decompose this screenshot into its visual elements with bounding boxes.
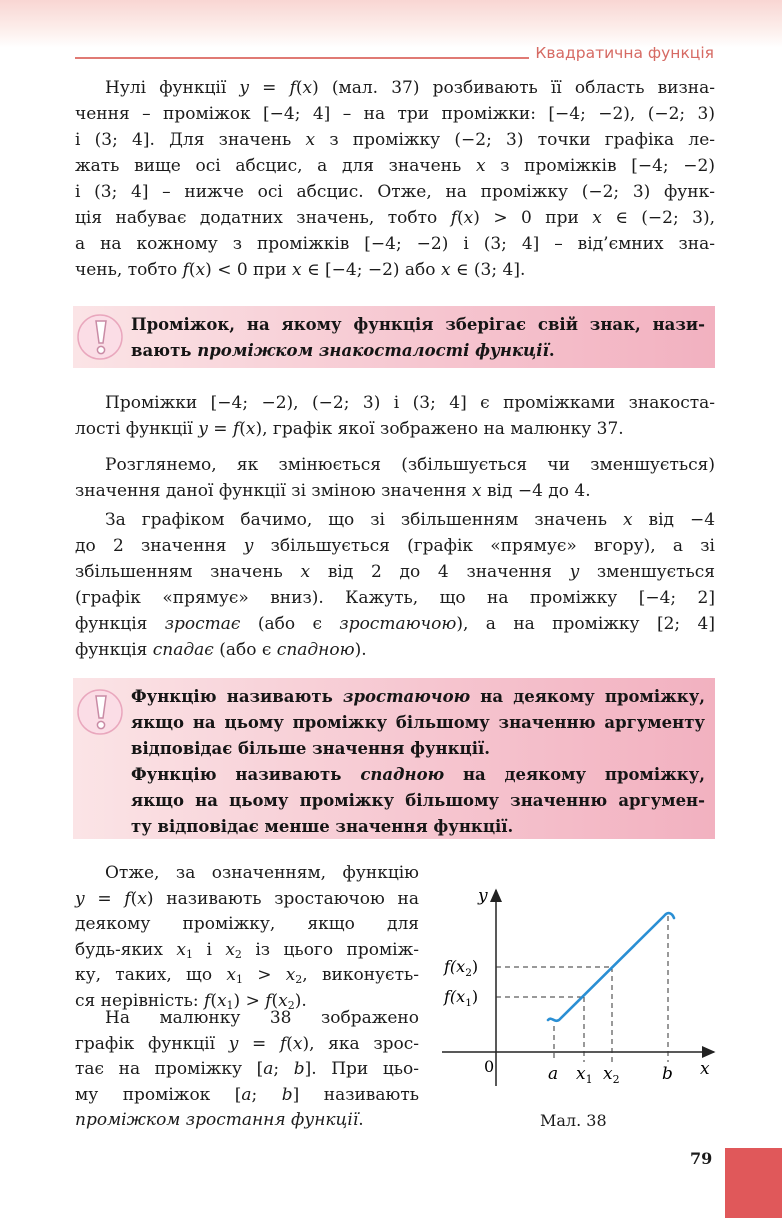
paragraph-intervals: [75, 390, 715, 442]
text-line: значення даної функції зі зміною значення x від −4 до 4.: [75, 481, 591, 501]
x-axis-label: x: [700, 1059, 710, 1079]
function-curve: [548, 913, 674, 1021]
text-line: Нулі функції y = f(x) (мал. 37) розбивають її область визна-: [105, 78, 715, 98]
paragraph-graph-behavior: [75, 507, 715, 663]
figure-caption: Мал. 38: [540, 1111, 607, 1130]
fx2-label: $f(x_2)$: [444, 957, 479, 979]
origin-label: 0: [484, 1057, 495, 1076]
text-line: Проміжок, на якому функція зберігає свій знак, нази-: [131, 315, 705, 334]
exclamation-icon: [76, 688, 124, 736]
page-number: 79: [690, 1149, 713, 1168]
fx1-label: $f(x_1)$: [444, 987, 479, 1009]
y-axis-label: y: [478, 886, 488, 906]
text-line: жать вище осі абсцис, а для значень x з проміжків [−4; −2): [75, 156, 715, 176]
paragraph-zeros: [75, 75, 715, 283]
header-rule: [75, 57, 529, 59]
text-line: ся нерівність: $f(x_1) > f(x_2)$.: [75, 990, 307, 1012]
text-line: а на кожному з проміжків [−4; −2) і (3; 4] – від’ємних зна-: [75, 234, 715, 254]
text-line: графік функції y = f(x), яка зрос-: [75, 1033, 419, 1054]
paragraph-consider: [75, 452, 715, 504]
text-line: чень, тобто f(x) < 0 при x ∈ [−4; −2) або x ∈ (3; 4].: [75, 260, 526, 280]
text-line: відповідає більше значення функції.: [131, 739, 490, 758]
increasing-function-graph: [436, 880, 726, 1090]
text-line: Розглянемо, як змінюється (збільшується чи зменшується): [105, 455, 715, 475]
text-line: якщо на цьому проміжку більшому значенню аргумен-: [131, 791, 705, 810]
text-line: ту відповідає менше значення функції.: [131, 817, 514, 836]
text-line: Функцію називають зростаючою на деякому проміжку,: [131, 687, 706, 706]
section-title: Квадратична функція: [535, 44, 714, 62]
text-line: до 2 значення y збільшується (графік «прямує» вгору), а зі: [75, 536, 715, 556]
paragraph-increasing-definition: [75, 861, 419, 1014]
text-line: якщо на цьому проміжку більшому значенню аргументу: [131, 713, 705, 732]
exclamation-icon: [76, 313, 124, 361]
x1-label: $x_1$: [576, 1064, 593, 1086]
text-line: і (3; 4]. Для значень x з проміжку (−2; 3) точки графіка ле-: [75, 130, 715, 150]
text-line: вають проміжком знакосталості функції.: [131, 341, 555, 360]
text-line: функція спадає (або є спадною).: [75, 640, 367, 660]
text-line: чення – проміжок [−4; 4] – на три проміжки: [−4; −2), (−2; 3): [75, 104, 715, 124]
text-line: За графіком бачимо, що зі збільшенням значень x від −4: [105, 510, 716, 530]
text-line: деякому проміжку, якщо для: [75, 914, 419, 934]
text-line: проміжком зростання функції.: [75, 1110, 364, 1130]
text-line: функція зростає (або є зростаючою), а на проміжку [2; 4]: [75, 614, 715, 634]
text-line: му проміжок [a; b] називають: [75, 1084, 419, 1105]
text-line: (графік «прямує» вниз). Кажуть, що на проміжку [−4; 2]: [75, 588, 715, 608]
a-label: a: [548, 1064, 559, 1084]
text-line: збільшенням значень x від 2 до 4 значення y зменшується: [75, 562, 716, 582]
x2-label: $x_2$: [603, 1064, 620, 1086]
text-line: Функцію називають спадною на деякому проміжку,: [131, 765, 706, 784]
text-line: ку, таких, що $x_1 > x_2$, виконуєть-: [75, 965, 419, 986]
page-corner-tab: [725, 1148, 782, 1218]
text-line: лості функції y = f(x), графік якої зображено на малюнку 37.: [75, 419, 624, 439]
text-line: Отже, за означенням, функцію: [105, 863, 419, 883]
paragraph-figure-reference: [75, 1006, 419, 1134]
text-line: Проміжки [−4; −2), (−2; 3) і (3; 4] є проміжками знакоста-: [105, 393, 715, 413]
text-line: ція набуває додатних значень, тобто f(x) > 0 при x ∈ (−2; 3),: [75, 208, 715, 228]
page-top-band: [0, 0, 782, 48]
text-line: будь-яких $x_1$ і $x_2$ із цього проміж-: [75, 939, 419, 961]
definition-text-monotonic: [131, 684, 705, 840]
definition-text-constant-sign: [131, 312, 705, 364]
text-line: y = f(x) називають зростаючою на: [75, 888, 419, 909]
b-label: b: [662, 1064, 673, 1084]
text-line: На малюнку 38 зображено: [105, 1008, 419, 1028]
text-line: і (3; 4] – нижче осі абсцис. Отже, на проміжку (−2; 3) функ-: [75, 182, 715, 202]
text-line: тає на проміжку [a; b]. При цьо-: [75, 1059, 419, 1079]
